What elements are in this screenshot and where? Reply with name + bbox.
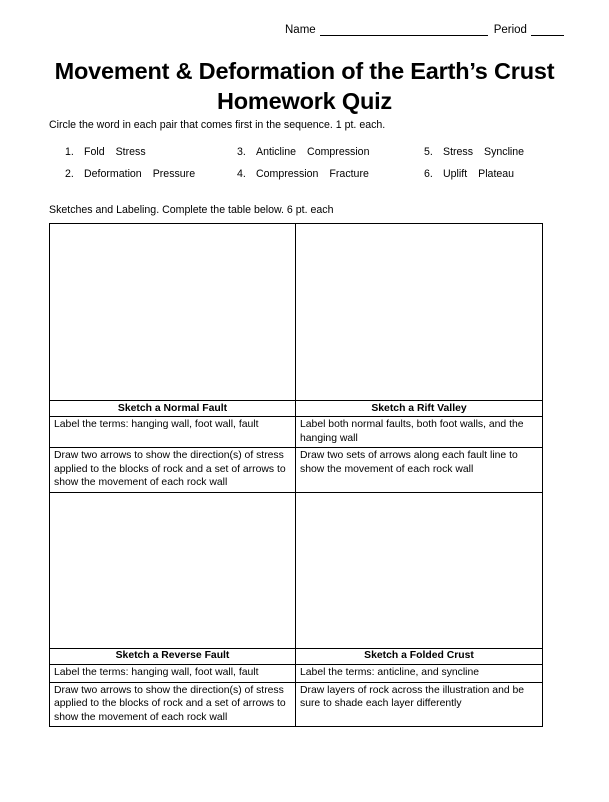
table-row (50, 448, 543, 493)
title-line-1: Movement & Deformation of the Earth’s Crust (54, 58, 555, 84)
sketch-table (49, 223, 543, 727)
draw-instruction-reverse-fault: Draw two arrows to show the direction(s) of stress applied to the blocks of rock and a set of arrows to show the movement of each rock wall (50, 682, 296, 727)
draw-instruction-normal-fault: Draw two arrows to show the direction(s) of stress applied to the blocks of rock and a set of arrows to show the movement of each rock wall (50, 448, 296, 493)
period-label: Period (493, 24, 527, 36)
pair-word-1[interactable]: Deformation (84, 168, 142, 180)
pair-word-2[interactable]: Syncline (484, 146, 525, 158)
name-blank-field[interactable] (320, 24, 488, 36)
pair-word-1[interactable]: Compression (256, 168, 319, 180)
pair-number: 4. (237, 168, 246, 180)
pair-word-2[interactable]: Pressure (152, 168, 196, 180)
sketch-area-folded-crust[interactable] (296, 492, 543, 648)
table-row (50, 682, 543, 727)
period-blank-field[interactable] (531, 24, 564, 36)
pair-word-1[interactable]: Anticline (256, 146, 297, 158)
list-item[interactable] (65, 168, 195, 190)
pair-number: 1. (65, 146, 74, 158)
pair-word-1[interactable]: Uplift (443, 168, 468, 180)
circle-instruction: Circle the word in each pair that comes first in the sequence. 1 pt. each. (49, 119, 386, 131)
sketch-label-rift-valley: Sketch a Rift Valley (296, 401, 543, 417)
pair-word-1[interactable]: Fold (84, 146, 105, 158)
name-period-header (285, 24, 605, 36)
sketch-label-reverse-fault: Sketch a Reverse Fault (50, 648, 296, 664)
pair-word-2[interactable]: Compression (307, 146, 370, 158)
title-line-2: Homework Quiz (217, 88, 392, 114)
sketch-area-reverse-fault[interactable] (50, 492, 296, 648)
draw-instruction-rift-valley: Draw two sets of arrows along each fault line to show the movement of each rock wall (296, 448, 543, 493)
pair-number: 3. (237, 146, 246, 158)
pair-number: 5. (424, 146, 433, 158)
pair-word-2[interactable]: Stress (115, 146, 146, 158)
page-title (0, 56, 609, 116)
list-item[interactable] (424, 168, 524, 190)
table-row (50, 664, 543, 682)
name-label: Name (285, 24, 316, 36)
sketch-area-rift-valley[interactable] (296, 224, 543, 401)
list-item[interactable] (237, 168, 369, 190)
table-row (50, 648, 543, 664)
draw-instruction-folded-crust: Draw layers of rock across the illustration and be sure to shade each layer differently (296, 682, 543, 727)
word-pair-list (49, 146, 569, 190)
pair-number: 2. (65, 168, 74, 180)
word-pair-column-3 (424, 146, 524, 190)
table-row (50, 401, 543, 417)
table-row (50, 417, 543, 448)
list-item[interactable] (237, 146, 369, 168)
sketch-area-normal-fault[interactable] (50, 224, 296, 401)
pair-word-2[interactable]: Plateau (478, 168, 515, 180)
terms-instruction-folded-crust: Label the terms: anticline, and syncline (296, 664, 543, 682)
terms-instruction-rift-valley: Label both normal faults, both foot walls, and the hanging wall (296, 417, 543, 448)
table-row (50, 492, 543, 648)
sketch-instruction: Sketches and Labeling. Complete the table below. 6 pt. each (49, 204, 334, 216)
table-row (50, 224, 543, 401)
word-pair-column-2 (237, 146, 369, 190)
pair-number: 6. (424, 168, 433, 180)
pair-word-1[interactable]: Stress (443, 146, 474, 158)
pair-word-2[interactable]: Fracture (329, 168, 369, 180)
terms-instruction-normal-fault: Label the terms: hanging wall, foot wall, fault (50, 417, 296, 448)
sketch-label-normal-fault: Sketch a Normal Fault (50, 401, 296, 417)
terms-instruction-reverse-fault: Label the terms: hanging wall, foot wall, fault (50, 664, 296, 682)
word-pair-column-1 (65, 146, 195, 190)
sketch-label-folded-crust: Sketch a Folded Crust (296, 648, 543, 664)
list-item[interactable] (65, 146, 195, 168)
list-item[interactable] (424, 146, 524, 168)
